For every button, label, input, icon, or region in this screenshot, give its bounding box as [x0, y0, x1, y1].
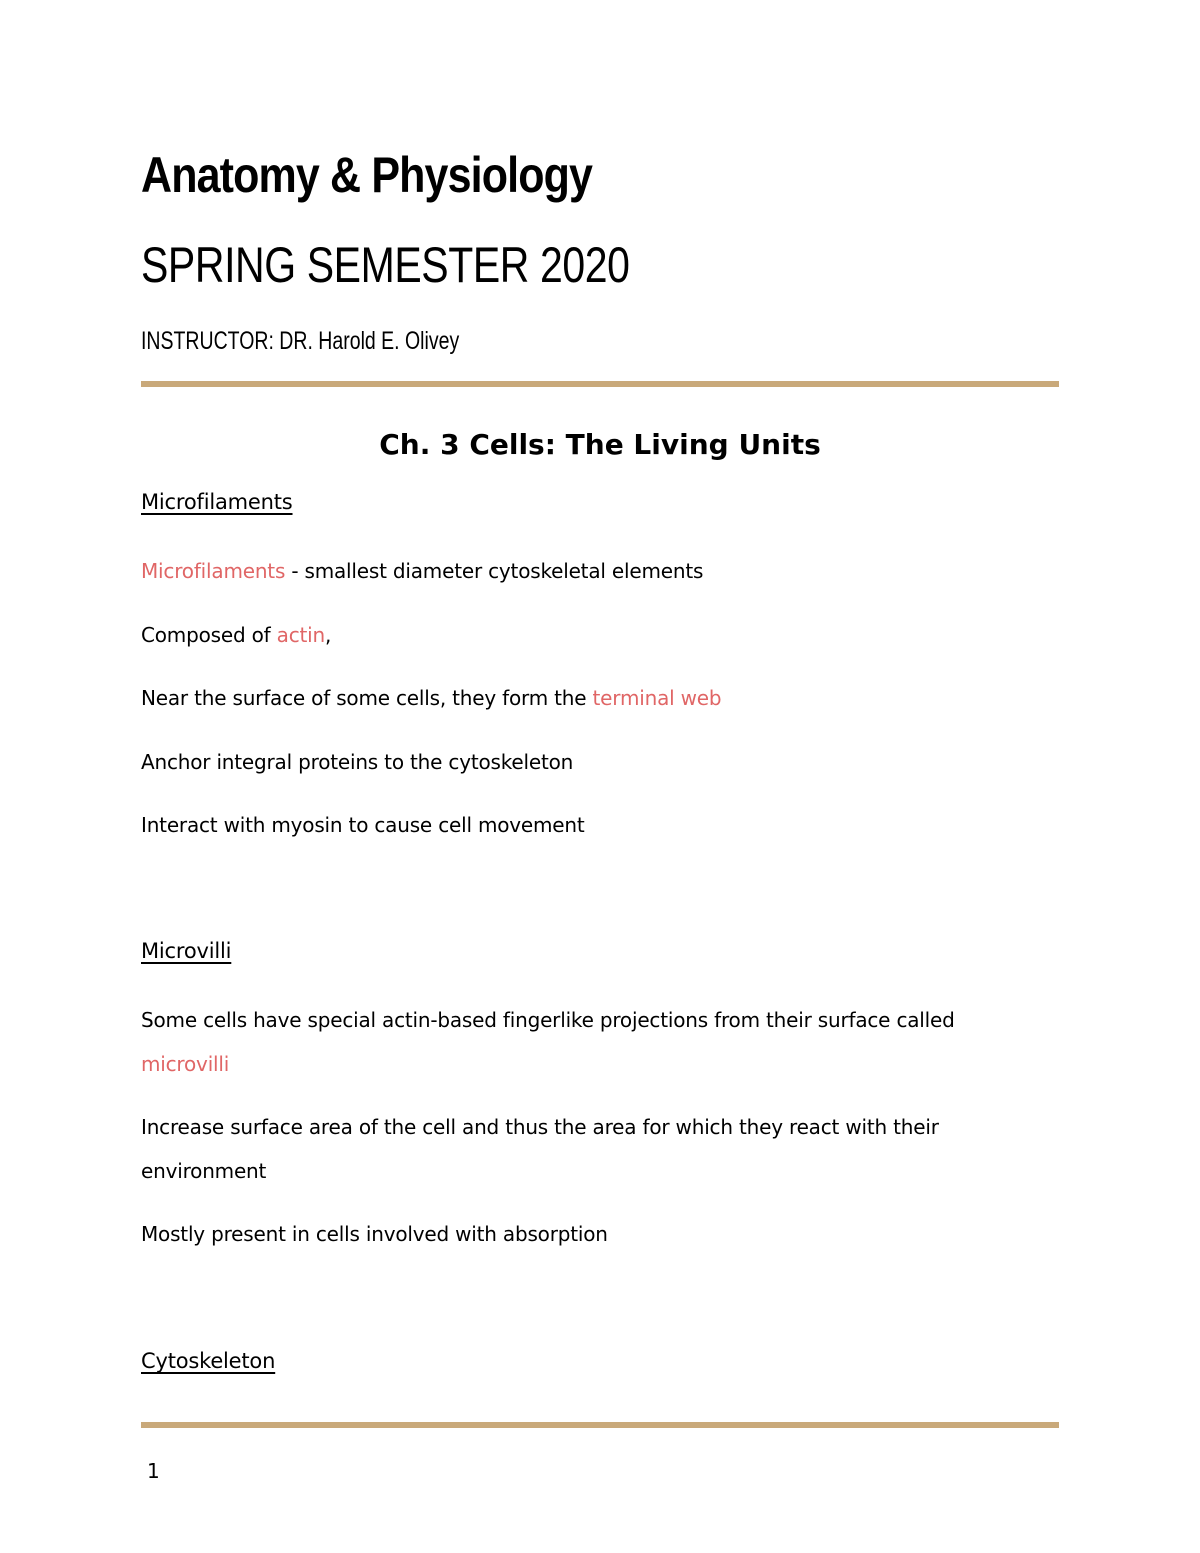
- page-number: 1: [147, 1459, 160, 1483]
- highlight-term: terminal web: [592, 686, 722, 710]
- instructor-line: INSTRUCTOR: DR. Harold E. Olivey: [141, 327, 460, 355]
- top-divider: [141, 381, 1059, 387]
- microfilaments-anchor: Anchor integral proteins to the cytoskeleton: [141, 750, 574, 774]
- microvilli-surface-area: Increase surface area of the cell and thus the area for which they react with their: [141, 1115, 939, 1139]
- highlight-term: actin: [276, 623, 325, 647]
- document-subtitle: SPRING SEMESTER 2020: [141, 237, 630, 293]
- microvilli-definition: Some cells have special actin-based fingerlike projections from their surface called: [141, 1008, 955, 1032]
- section-heading-cytoskeleton: Cytoskeleton: [141, 1349, 276, 1373]
- chapter-title: Ch. 3 Cells: The Living Units: [379, 428, 821, 461]
- microvilli-surface-area-cont: environment: [141, 1159, 267, 1183]
- section-heading-microvilli: Microvilli: [141, 939, 232, 963]
- section-heading-microfilaments: Microfilaments: [141, 490, 293, 514]
- microfilaments-terminal-web: [141, 686, 721, 710]
- microfilaments-composition: [141, 623, 331, 647]
- document-title: Anatomy & Physiology: [141, 147, 593, 203]
- bottom-divider: [141, 1422, 1059, 1428]
- text-span: ,: [324, 623, 332, 647]
- highlight-term: Microfilaments: [141, 559, 286, 583]
- highlight-term-microvilli: microvilli: [141, 1052, 230, 1076]
- microfilaments-definition: [141, 559, 703, 583]
- microvilli-absorption: Mostly present in cells involved with absorption: [141, 1222, 608, 1246]
- text-span: - smallest diameter cytoskeletal elements: [285, 559, 704, 583]
- text-span: Near the surface of some cells, they form the: [141, 686, 593, 710]
- microfilaments-myosin: Interact with myosin to cause cell movement: [141, 813, 585, 837]
- text-span: Composed of: [141, 623, 277, 647]
